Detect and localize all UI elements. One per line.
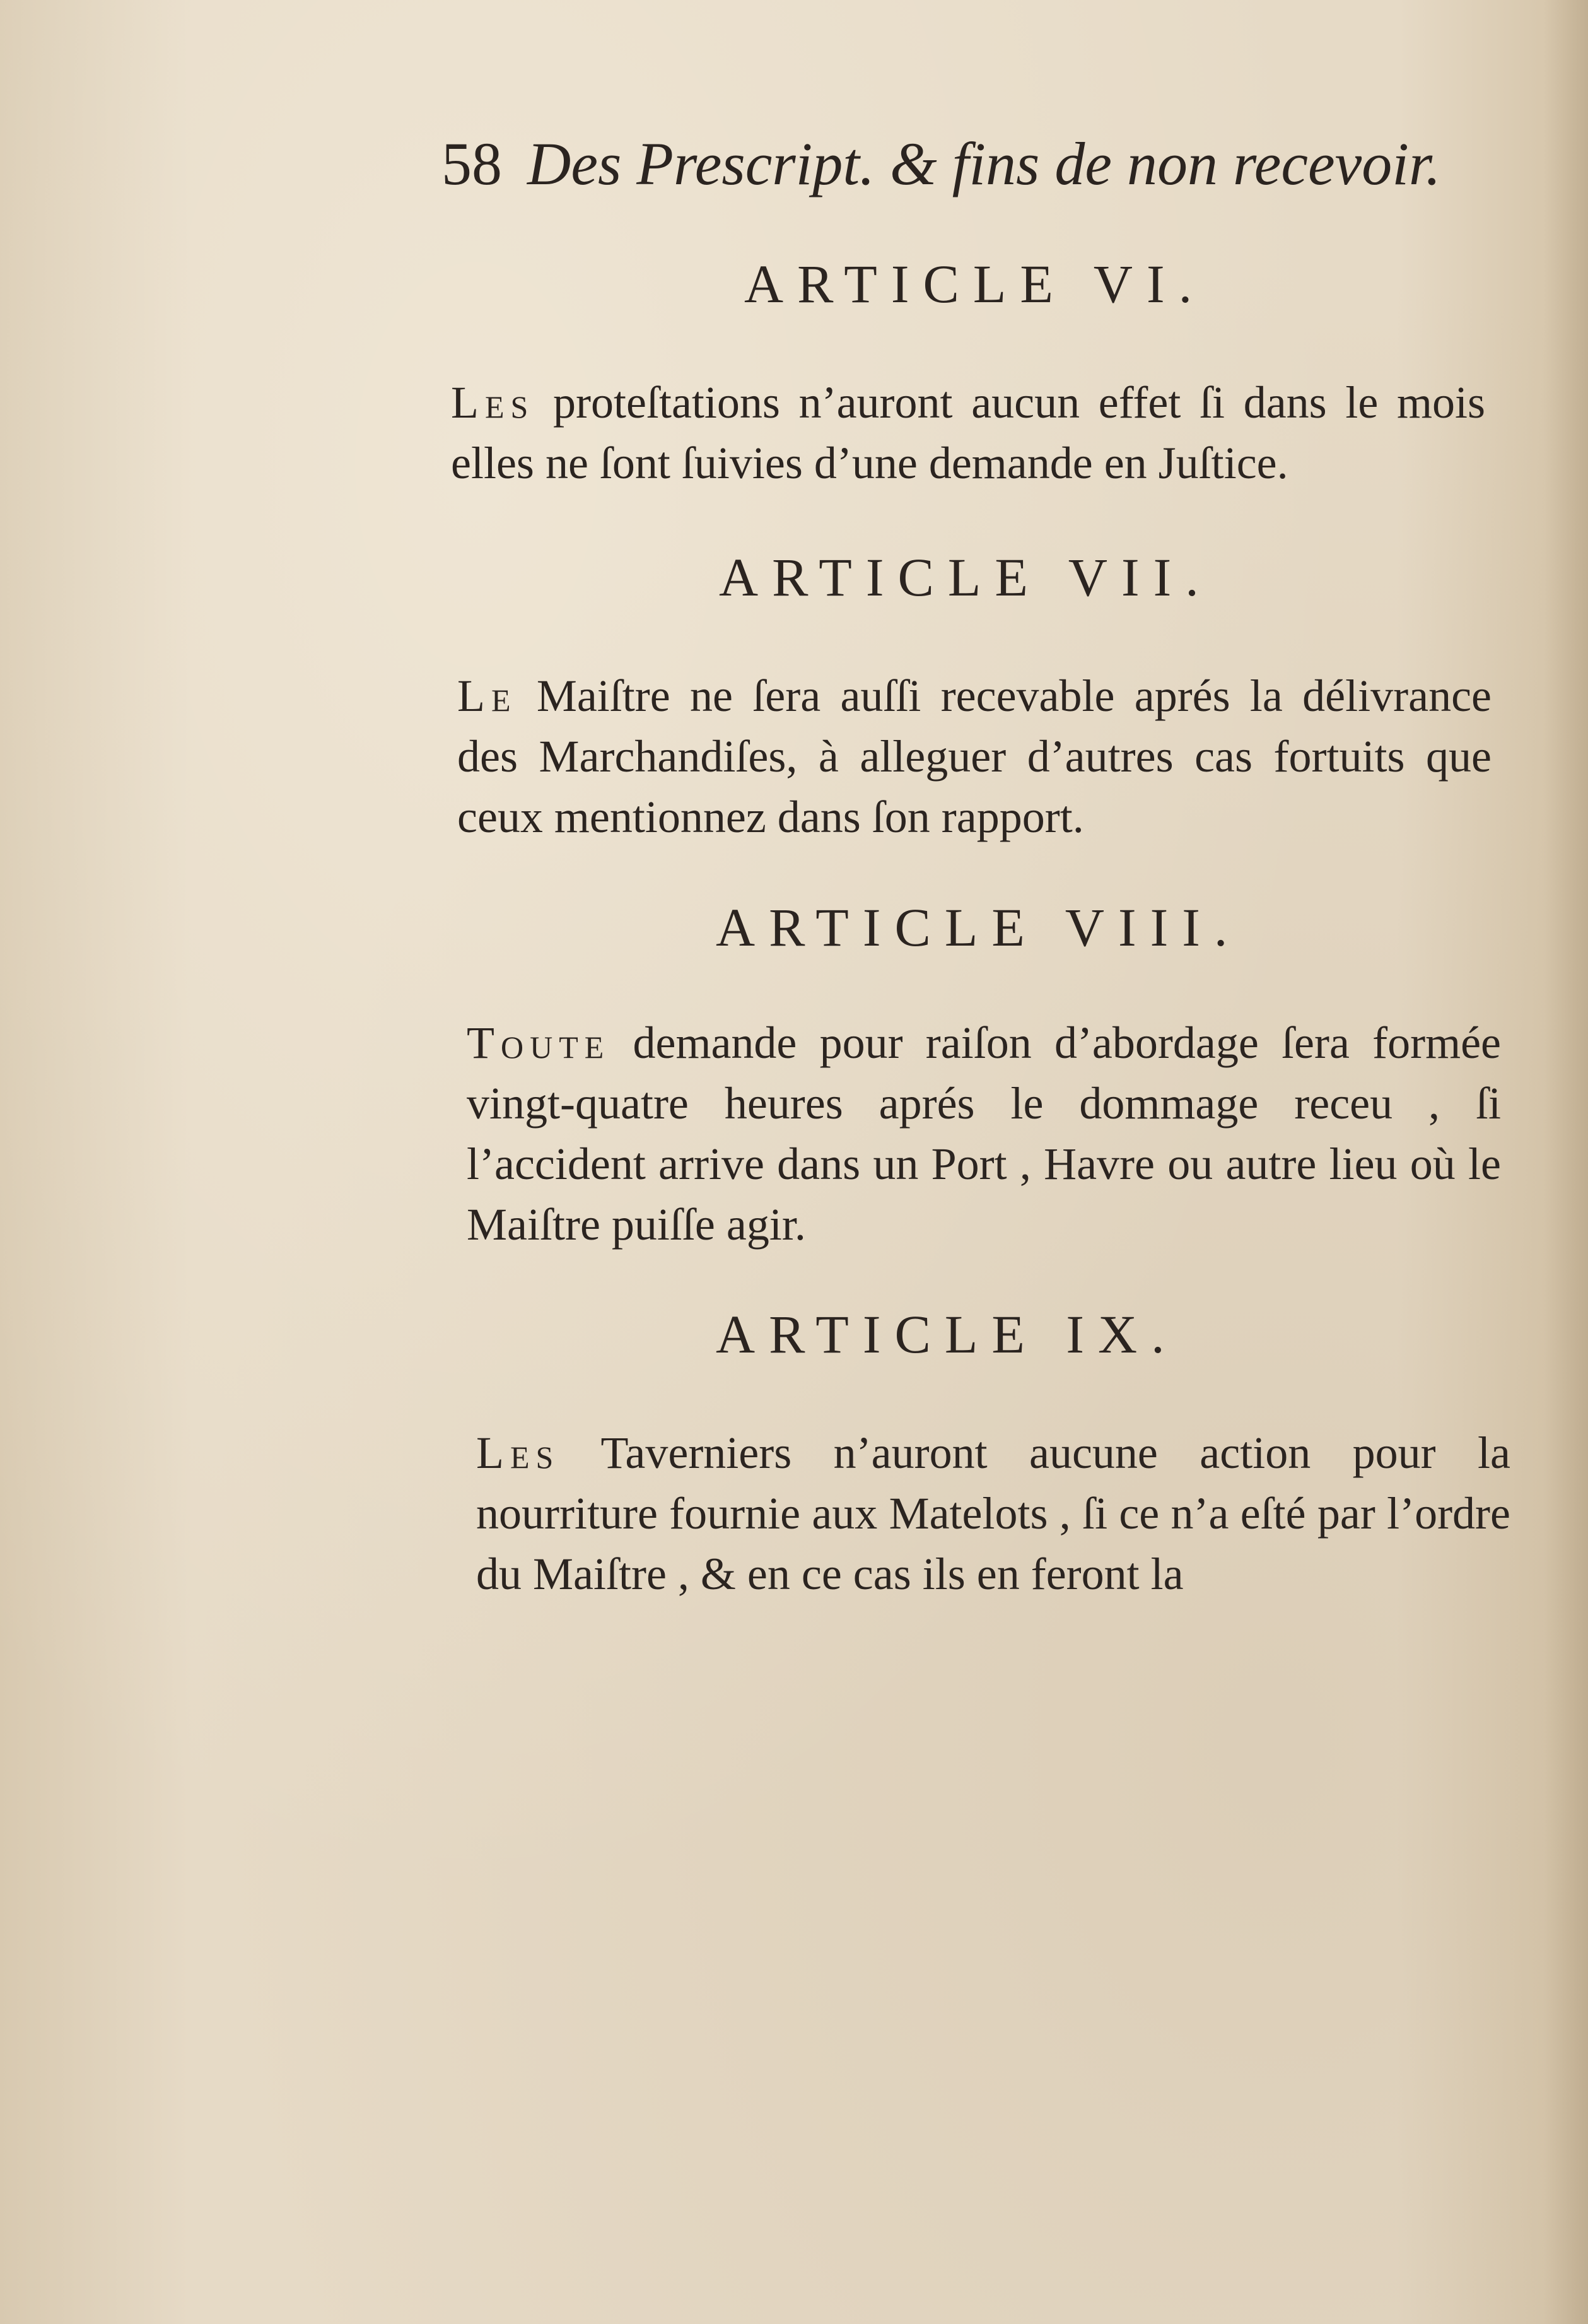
page-edge-shadow	[1544, 0, 1588, 2324]
article-body-text: demande pour raiſon d’abordage ſera formée vingt-quatre heures aprés le dommage receu , ſi l’accident arrive dans un Port , Havre ou autre lieu où le Maiſtre puiſſe agir.	[467, 1018, 1501, 1250]
article-lead-word: Les	[476, 1428, 560, 1478]
article-heading-viii: ARTICLE VIII.	[716, 897, 1242, 958]
article-body-text: Maiſtre ne ſera auſſi recevable aprés la délivrance des Marchandiſes, à alleguer d’autres cas fortuits que ceux mentionnez dans ſon rapport.	[457, 671, 1492, 842]
article-lead-word: Toute	[467, 1018, 610, 1068]
article-body-text: Taverniers n’auront aucune action pour la nourriture fournie aux Matelots , ſi ce n’a eſté par l’ordre du Maiſtre , & en ce cas ils en feront la	[476, 1428, 1510, 1599]
article-heading-vii: ARTICLE VII.	[719, 547, 1213, 607]
article-heading-ix: ARTICLE IX.	[716, 1304, 1179, 1364]
article-heading-vi: ARTICLE VI.	[744, 254, 1206, 314]
running-head	[441, 126, 1441, 202]
running-title: Des Prescript. & fins de non recevoir.	[527, 130, 1441, 197]
article-lead-word: Les	[451, 377, 535, 428]
article-text-ix	[476, 1423, 1510, 1604]
page-number: 58	[441, 130, 502, 197]
article-text-vi	[451, 372, 1485, 493]
article-text-vii	[457, 666, 1492, 847]
article-body-text: proteſtations n’auront aucun effet ſi dans le mois elles ne ſont ſuivies d’une demande en Juſtice.	[451, 377, 1485, 488]
article-text-viii	[467, 1012, 1501, 1255]
article-lead-word: Le	[457, 671, 517, 721]
